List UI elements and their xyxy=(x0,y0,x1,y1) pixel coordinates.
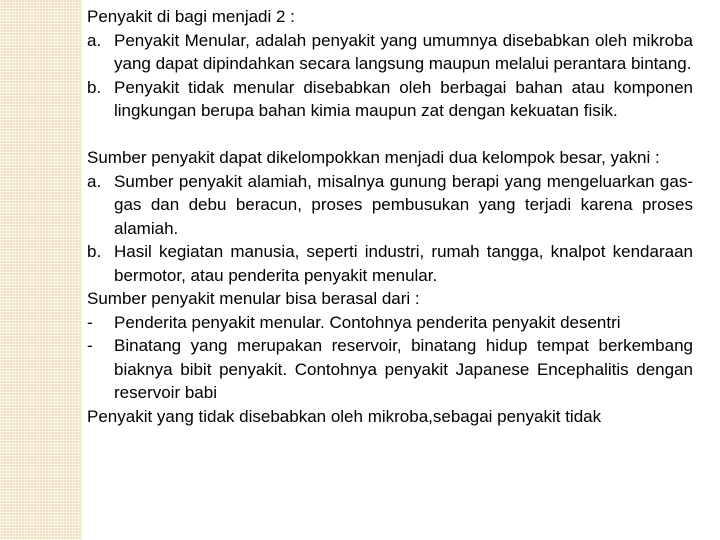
section-1-heading: Penyakit di bagi menjadi 2 : xyxy=(87,7,295,26)
list-item xyxy=(87,76,693,123)
list-item xyxy=(87,311,693,335)
list-item xyxy=(87,240,693,287)
list-marker: - xyxy=(87,336,93,355)
list-item-text: Sumber penyakit alamiah, misalnya gunung berapi yang mengeluarkan gas-gas dan debu beracun, proses pembusukan yang terjadi karena proses alamiah. xyxy=(114,171,693,238)
paragraph-gap xyxy=(87,123,693,147)
list-item xyxy=(87,29,693,76)
section-3-heading: Sumber penyakit menular bisa berasal dari : xyxy=(87,289,420,308)
section-2-heading: Sumber penyakit dapat dikelompokkan menjadi dua kelompok besar, yakni : xyxy=(87,148,660,167)
list-item xyxy=(87,334,693,405)
slide-content xyxy=(87,5,693,428)
list-item-text: Binatang yang merupakan reservoir, binatang hidup tempat berkembang biaknya bibit penyakit. Contohnya penyakit Japanese Encephalitis dengan reservoir babi xyxy=(114,336,693,402)
list-item-text: Hasil kegiatan manusia, seperti industri, rumah tangga, knalpot kendaraan bermotor, atau penderita penyakit menular. xyxy=(114,242,693,285)
textured-side-panel xyxy=(0,0,82,540)
list-marker: b. xyxy=(87,77,102,97)
text-box xyxy=(82,0,720,540)
list-item xyxy=(87,170,693,241)
list-item-text: Penyakit tidak menular disebabkan oleh berbagai bahan atau komponen lingkungan berupa bahan kimia maupun zat dengan kekuatan fisik. xyxy=(114,77,693,120)
list-marker: a. xyxy=(87,30,102,50)
list-item-text: Penyakit Menular, adalah penyakit yang umumnya disebabkan oleh mikroba yang dapat dipindahkan secara langsung maupun melalui perantara bintang. xyxy=(114,30,693,73)
list-marker: a. xyxy=(87,171,102,191)
section-4-text: Penyakit yang tidak disebabkan oleh mikroba,sebagai penyakit tidak xyxy=(87,406,602,426)
list-item-text: Penderita penyakit menular. Contohnya penderita penyakit desentri xyxy=(114,312,621,332)
list-marker: b. xyxy=(87,242,102,261)
list-marker: - xyxy=(87,312,93,332)
